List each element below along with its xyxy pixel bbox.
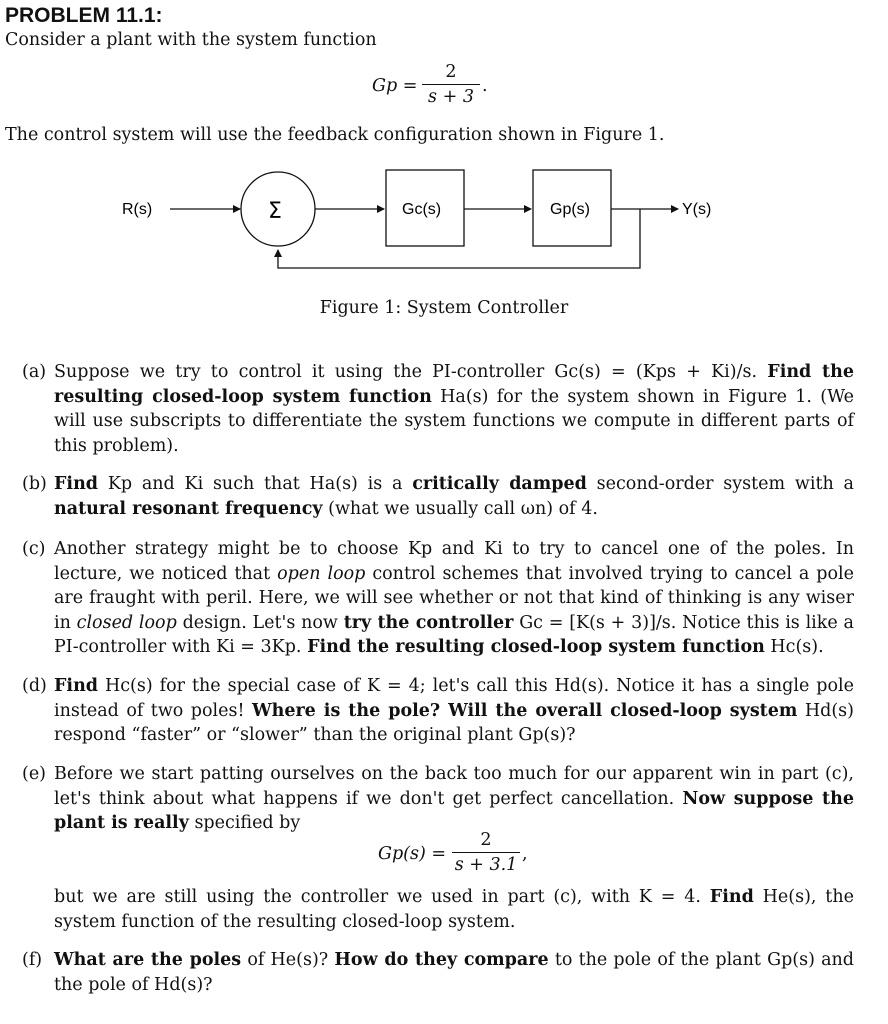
part-f-label: (f) — [22, 950, 43, 970]
part-b — [22, 472, 854, 521]
equation2-fraction — [452, 830, 520, 875]
part-e-text3: but we are still using the controller we used in part (c), with K = 4. — [54, 887, 701, 907]
part-b-bold1: Find — [54, 474, 99, 494]
part-d-bold1: Find — [54, 676, 99, 696]
part-e-bold2: Find — [709, 887, 754, 907]
part-c-text2: control schemes that involved trying to cancel a pole are fraught with peril. Here, we will see whether or not that kind of thinking is any wiser in — [54, 563, 854, 633]
part-a — [22, 360, 854, 458]
part-e-continued — [54, 885, 854, 934]
part-f-text1: of He(s)? — [247, 950, 329, 970]
part-e-text1: Before we start patting ourselves on the back too much for our apparent win in part (c), let's think about what happens if we don't get perfect cancellation. — [54, 764, 854, 809]
part-d-text2: Hd(s) respond “faster” or “slower” than the original plant Gp(s)? — [54, 700, 854, 745]
part-e-label: (e) — [22, 764, 47, 784]
equation-lhs: Gp = — [372, 76, 418, 96]
part-c — [22, 537, 854, 660]
part-c-label: (c) — [22, 539, 46, 559]
equation-numerator: 2 — [445, 62, 457, 82]
part-d-bold2: Where is the pole? Will the overall closed-loop system — [251, 700, 798, 721]
part-c-bold1: try the controller — [343, 612, 514, 633]
part-a-label: (a) — [22, 362, 47, 382]
part-e-text4: He(s), the system function of the resulting closed-loop system. — [54, 887, 854, 932]
part-d-label: (d) — [22, 676, 47, 696]
part-c-text1: Another strategy might be to choose Kp and Ki to try to cancel one of the poles. In lecture, we noticed that — [54, 539, 854, 584]
part-a-bold1: Find the resulting closed-loop system function — [54, 362, 854, 407]
part-b-text2: second-order system with a — [596, 474, 854, 494]
part-b-bold3: natural resonant frequency — [54, 498, 323, 519]
input-label: R(s) — [122, 201, 153, 218]
part-b-text3: (what we usually call ωn) of 4. — [328, 498, 598, 519]
equation2-comma: , — [522, 844, 528, 864]
equation-plant-perturbed — [378, 830, 558, 880]
block-diagram — [110, 168, 750, 278]
part-e-bold1: Now suppose the plant is really — [54, 788, 854, 833]
part-e — [22, 762, 854, 836]
equation-fraction — [422, 62, 480, 107]
part-c-italic2: closed loop — [76, 612, 177, 633]
equation-denominator: s + 3 — [428, 87, 474, 107]
fraction-bar — [422, 84, 480, 85]
part-f-bold2: How do they compare — [334, 950, 549, 970]
intro-text: Consider a plant with the system function — [5, 30, 377, 50]
output-label: Y(s) — [682, 201, 712, 218]
equation-plant — [372, 62, 512, 112]
part-c-italic1: open loop — [277, 563, 366, 584]
part-b-bold2: critically damped — [412, 474, 587, 494]
fraction2-bar — [452, 852, 520, 853]
equation2-lhs: Gp(s) = — [378, 844, 447, 864]
equation2-denominator: s + 3.1 — [454, 855, 518, 875]
part-d — [22, 674, 854, 748]
controller-label: Gc(s) — [402, 201, 442, 218]
problem-title: PROBLEM 11.1: — [5, 4, 163, 27]
part-c-text5: Hc(s). — [770, 637, 824, 657]
figure-caption: Figure 1: System Controller — [319, 298, 569, 318]
part-b-text1: Kp and Ki such that Ha(s) is a — [107, 474, 403, 494]
part-d-text1: Hc(s) for the special case of K = 4; let's call this Hd(s). Notice it has a single pole instead of two poles! — [54, 676, 854, 721]
part-a-text2: Ha(s) for the system shown in Figure 1. (We will use subscripts to differentiate the system functions we compute in different parts of this problem). — [54, 386, 854, 456]
part-b-label: (b) — [22, 474, 47, 494]
plant-label: Gp(s) — [550, 201, 590, 218]
equation2-numerator: 2 — [480, 830, 492, 850]
part-f-bold1: What are the poles — [54, 950, 242, 970]
feedback-text: The control system will use the feedback configuration shown in Figure 1. — [5, 125, 665, 145]
sigma-symbol: Σ — [268, 199, 282, 224]
part-f — [22, 948, 854, 997]
part-f-text2: to the pole of the plant Gp(s) and the pole of Hd(s)? — [54, 950, 855, 995]
equation-period: . — [482, 76, 488, 96]
part-c-bold2: Find the resulting closed-loop system function — [307, 637, 765, 657]
part-c-text4: Gc = [K(s + 3)]/s. Notice this is like a PI-controller with Ki = 3Kp. — [54, 612, 854, 657]
part-a-text1: Suppose we try to control it using the PI-controller Gc(s) = (Kps + Ki)/s. — [54, 362, 758, 382]
part-e-text2: specified by — [194, 813, 301, 833]
part-c-text3: design. Let's now — [182, 612, 338, 633]
